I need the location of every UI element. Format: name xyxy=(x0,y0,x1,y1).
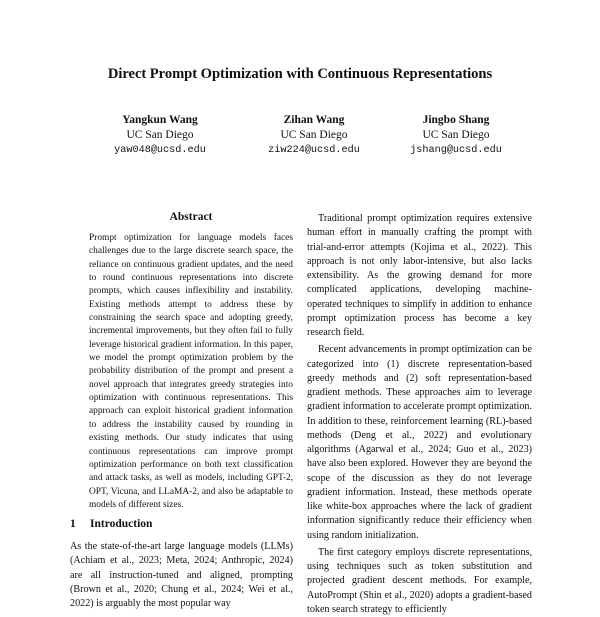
body-paragraph: Traditional prompt optimization requires extensive human effort in manually crafting the prompt with trial-and-error attempts (Kojima et al., 2022). This approach is not only labor-intensive, but also lacks extensibility. As the growing demand for more complicated applications, developing machine-operated techniques to simplify in addition to enhance prompt optimization process has become a key research field. xyxy=(307,213,532,338)
right-column xyxy=(307,212,532,617)
introduction-text xyxy=(70,540,293,611)
author-name: Zihan Wang xyxy=(283,114,345,126)
abstract-paragraph: Prompt optimization for language models faces challenges due to the large discrete search space, the reliance on continuous gradient updates, and the need to round continuous representations into discrete prompts, which causes inflexibility and instability. Existing methods attempt to address these by constraining the search space and adopting greedy, incremental improvements, but they often fail to fully leverage historical gradient information. In this paper, we model the prompt optimization problem by the probability distribution of the prompt and present a novel approach that integrates greedy strategies into optimization with continuous representations. This approach can exploit historical gradient information to address the instability caused by rounding in existing methods. Our study indicates that using continuous representations can improve prompt optimization performance on both text classification and attack tasks, as well as models, including GPT-2, OPT, Vicuna, and LLaMA-2, and also be adaptable to models of different sizes. xyxy=(89,233,293,510)
author-block xyxy=(234,113,394,158)
abstract-text xyxy=(89,232,293,512)
author-email[interactable]: jshang@ucsd.edu xyxy=(410,145,502,156)
section-title: Introduction xyxy=(90,518,153,530)
author-name: Jingbo Shang xyxy=(422,114,490,126)
author-affiliation: UC San Diego xyxy=(280,129,348,141)
body-paragraph: Recent advancements in prompt optimization can be categorized into (1) discrete representation-based greedy methods and (2) soft representation-based gradient methods. These approaches aim to leverage gradient information to accelerate prompt optimization. In addition to these, reinforcement learning (RL)-based methods (Deng et al., 2022) and evolutionary algorithms (Agarwal et al., 2024; Guo et al., 2023) have also been explored. However they are beyond the scope of the discussion as they do not leverage gradient information. Instead, these methods operate like white-box approaches where the lack of gradient information significantly reduce their efficiency when using random initialization. xyxy=(307,344,532,541)
paper-title: Direct Prompt Optimization with Continuous Representations xyxy=(107,66,493,82)
section-heading-introduction xyxy=(70,518,152,530)
author-affiliation: UC San Diego xyxy=(422,129,490,141)
author-block xyxy=(80,113,240,158)
section-number: 1 xyxy=(70,518,76,530)
author-affiliation: UC San Diego xyxy=(126,129,194,141)
author-name: Yangkun Wang xyxy=(122,114,198,126)
author-email[interactable]: ziw224@ucsd.edu xyxy=(268,145,360,156)
body-paragraph: As the state-of-the-art large language models (LLMs) (Achiam et al., 2023; Meta, 2024; Anthropic, 2024) are all instruction-tuned and aligned, prompting (Brown et al., 2020; Chung et al., 2024; Wei et al., 2022) is arguably the most popular way xyxy=(70,541,293,609)
author-block xyxy=(376,113,536,158)
author-email[interactable]: yaw048@ucsd.edu xyxy=(114,145,206,156)
abstract-heading: Abstract xyxy=(169,211,213,223)
body-paragraph: The first category employs discrete representations, using techniques such as token substitution and projected gradient descent methods. For example, AutoPrompt (Shin et al., 2020) adopts a gradient-based token search strategy to efficiently xyxy=(307,546,532,615)
